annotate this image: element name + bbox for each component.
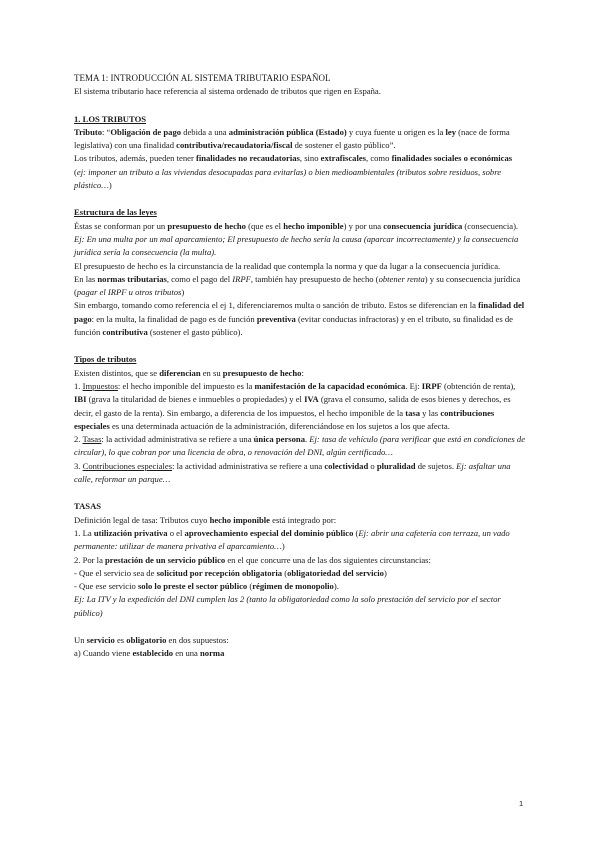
document-title: TEMA 1: INTRODUCCIÓN AL SISTEMA TRIBUTARIO ESPAÑOL [74, 73, 331, 83]
paragraph-estructura: Éstas se conforman por un presupuesto de hecho (que es el hecho imponible) y por una consecuencia jurídica (consecuencia). Ej: En una multa por un mal aparcamiento; El presupuesto de hecho sería la causa (aparcar incorrectamente) y la consecuencia jurídica sería la consecuencia (la multa). [74, 220, 519, 258]
paragraph-tasa-definicion: Definición legal de tasa: Tributos cuyo hecho imponible está integrado por: [74, 514, 337, 525]
list-item-servicio-publico: 2. Por la prestación de un servicio público en el que concurre una de las dos siguientes circunstancias: [74, 554, 431, 565]
dash-item-solicitud: - Que el servicio sea de solicitud por recepción obligatoria (obligatoriedad del servicio) [74, 567, 387, 578]
section-heading-tipos: Tipos de tributos [74, 354, 137, 365]
paragraph-finalidades: Los tributos, además, pueden tener finalidades no recaudatorias, sino extrafiscales, como finalidades sociales o económicas (ej: imponer un tributo a las viviendas desocupadas para evitarlas) o bien medioambientales (tributos sobre residuos, sobre plástico…) [74, 153, 513, 191]
list-item-contribuciones: 3. Contribuciones especiales: la actividad administrativa se refiere a una colectividad o pluralidad de sujetos. Ej: asfaltar una calle, reformar un parque… [74, 460, 511, 485]
paragraph-tipos-intro: Existen distintos, que se diferencian en su presupuesto de hecho: [74, 367, 304, 378]
paragraph-presupuesto: El presupuesto de hecho es la circunstancia de la realidad que contempla la norma y que da lugar a la consecuencia jurídica. [74, 260, 501, 271]
list-item-tasas: 2. Tasas: la actividad administrativa se refiere a una única persona. Ej: tasa de vehículo (para verificar que está en condiciones de circular), lo que cobran por una licencia de obra, o renovación del DNI, algún certificado… [74, 434, 526, 458]
section-heading-estructura: Estructura de las leyes [74, 207, 157, 218]
paragraph-servicio-obligatorio: Un servicio es obligatorio en dos supuestos: [74, 634, 229, 645]
document-page [74, 72, 526, 661]
section-heading-tributos: 1. LOS TRIBUTOS [74, 113, 147, 124]
paragraph-multa-vs-tributo: Sin embargo, tomando como referencia el ej 1, diferenciaremos multa o sanción de tributo. Estos se diferencian en la finalidad del pago: en la multa, la finalidad de pago es de función preventiva (evitar conductas infractoras) y en el tributo, su finalidad es de función contributiva (sostener el gasto público). [74, 300, 525, 338]
list-item-impuestos: 1. Impuestos: el hecho imponible del impuesto es la manifestación de la capacidad económica. Ej: IRPF (obtención de renta), IBI (grava la titularidad de bienes e inmuebles o propiedades) y el IVA (grava el consumo, salida de esos bienes y derechos, es decir, el gasto de la renta). Sin embargo, a diferencia de los impuestos, el hecho imponible de la tasa y las contribuciones especiales es una determinada actuación de la administración, diferenciándose en los sujetos a los que afecta. [74, 380, 516, 431]
dash-item-monopolio: - Que ese servicio solo lo preste el sector público (régimen de monopolio). [74, 581, 339, 592]
paragraph-normas-tributarias: En las normas tributarias, como el pago del IRPF, también hay presupuesto de hecho (obtener renta) y su consecuencia jurídica (pagar el IRPF u otros tributos) [74, 273, 521, 298]
page-number: 1 [519, 799, 524, 808]
document-intro: El sistema tributario hace referencia al sistema ordenado de tributos que rigen en España. [74, 86, 381, 97]
list-item-utilizacion-privativa: 1. La utilización privativa o el aprovechamiento especial del dominio público (Ej: abrir una cafetería con terraza, un vado permanente: utilizar de manera privativa el aparcamiento…) [74, 527, 510, 552]
list-item-establecido-norma: a) Cuando viene establecido en una norma [74, 648, 225, 659]
example-note-itv-dni: Ej: La ITV y la expedición del DNI cumplen las 2 (tanto la obligatoriedad como la solo prestación del servicio por el sector público) [74, 594, 501, 618]
section-heading-tasas: TASAS [74, 501, 102, 512]
paragraph-tributo-definition: Tributo: “Obligación de pago debida a una administración pública (Estado) y cuya fuente u origen es la ley (nace de forma legislativa) con una finalidad contributiva/recaudatoria/fiscal de sostener el gasto público”. [74, 126, 510, 151]
